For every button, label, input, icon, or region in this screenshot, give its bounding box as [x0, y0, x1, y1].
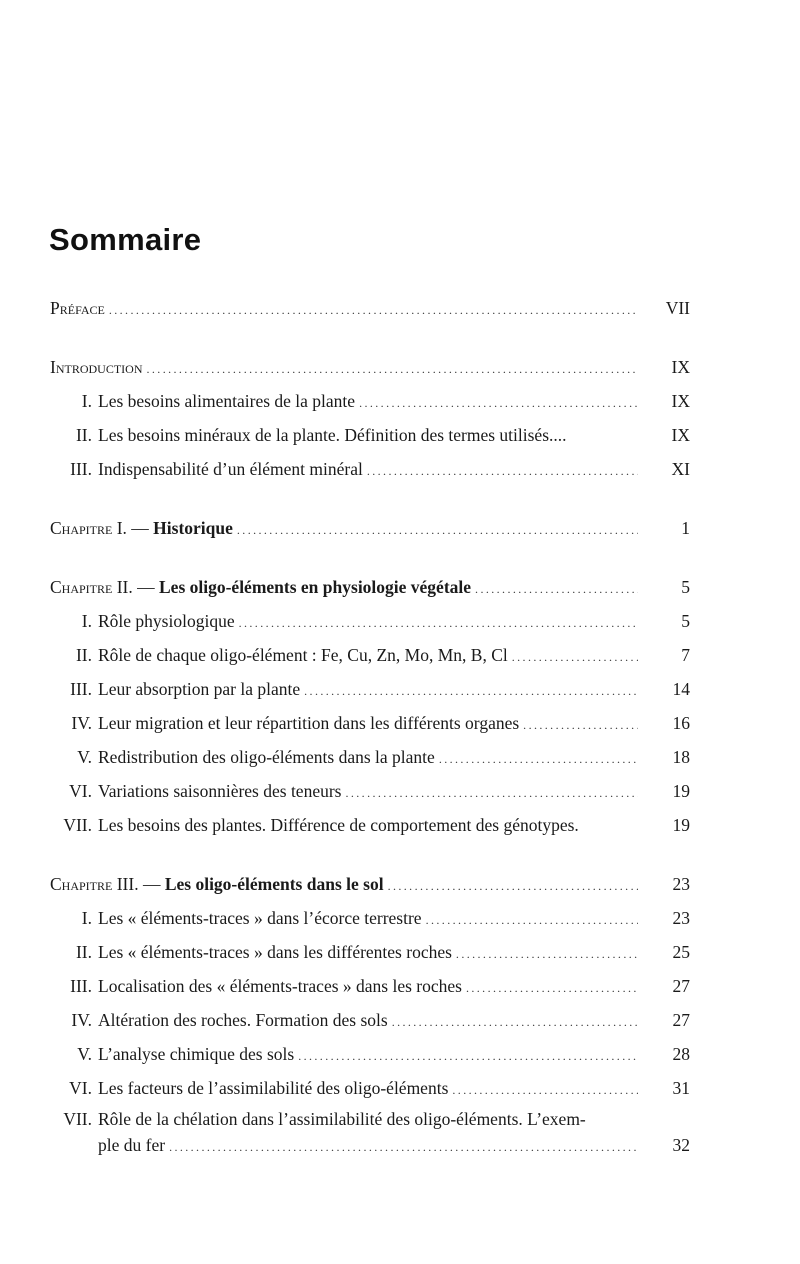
toc-entry[interactable]	[50, 638, 690, 672]
toc-entry[interactable]	[50, 384, 690, 418]
dot-leader	[109, 293, 638, 327]
dot-leader	[359, 386, 638, 420]
toc-section	[50, 511, 690, 545]
toc-entry[interactable]	[50, 570, 690, 604]
entry-title	[50, 570, 471, 604]
section-number: III.	[70, 679, 92, 699]
toc-entry[interactable]	[50, 672, 690, 706]
page-number: 27	[672, 1010, 690, 1030]
entry-title: Leur migration et leur répartition dans les différents organes	[98, 713, 520, 733]
dot-leader	[304, 674, 638, 708]
page-number: 16	[672, 713, 690, 733]
entry-title: Rôle physiologique	[98, 611, 235, 631]
page-number: 23	[672, 908, 690, 928]
entry-title-continuation: ple du fer	[98, 1135, 166, 1155]
page-number: 5	[681, 577, 690, 597]
entry-title: Les facteurs de l’assimilabilité des oligo-éléments	[98, 1078, 449, 1098]
entry-label: Introduction	[50, 357, 143, 377]
toc-section	[50, 867, 690, 1157]
toc-entry-continuation[interactable]	[50, 1133, 690, 1157]
page-number: 28	[672, 1044, 690, 1064]
page-number: 31	[672, 1078, 690, 1098]
entry-title: Localisation des « éléments-traces » dans les roches	[98, 976, 462, 996]
section-number: I.	[81, 908, 92, 928]
page-number: 5	[681, 611, 690, 631]
dot-leader	[475, 572, 638, 606]
section-number: IV.	[71, 713, 92, 733]
toc-entry[interactable]	[50, 808, 690, 842]
dot-leader	[169, 1135, 638, 1159]
page-number: 19	[672, 781, 690, 801]
chapter-title: Les oligo-éléments dans le sol	[164, 874, 384, 894]
section-number: VI.	[69, 781, 92, 801]
entry-title	[50, 511, 233, 545]
toc-entry[interactable]	[50, 350, 690, 384]
section-number: V.	[77, 747, 92, 767]
toc-entry[interactable]	[50, 935, 690, 969]
section-number: VII.	[63, 1109, 92, 1129]
entry-title: Variations saisonnières des teneurs	[98, 781, 342, 801]
section-number: IV.	[71, 1010, 92, 1030]
page-number: 14	[672, 679, 690, 699]
page-number: VII	[665, 298, 690, 318]
dot-leader	[452, 1073, 638, 1107]
dot-leader	[239, 606, 638, 640]
entry-title: Altération des roches. Formation des sols	[98, 1010, 388, 1030]
section-number: I.	[81, 611, 92, 631]
entry-title	[50, 867, 384, 901]
toc-section	[50, 350, 690, 486]
entry-title: Rôle de chaque oligo-élément : Fe, Cu, Zn, Mo, Mn, B, Cl	[98, 645, 508, 665]
dot-leader	[237, 513, 638, 547]
dot-leader	[466, 971, 638, 1005]
dot-leader	[298, 1039, 638, 1073]
toc-entry[interactable]	[50, 1037, 690, 1071]
page-number: IX	[671, 391, 690, 411]
section-number: II.	[75, 645, 92, 665]
entry-title: L’analyse chimique des sols	[98, 1044, 295, 1064]
page-number: 18	[672, 747, 690, 767]
entry-title: Les « éléments-traces » dans l’écorce terrestre	[98, 908, 422, 928]
page-number: 23	[672, 874, 690, 894]
dot-leader	[456, 937, 638, 971]
section-number: III.	[70, 976, 92, 996]
toc-entry[interactable]	[50, 291, 690, 325]
entry-title: Les besoins minéraux de la plante. Définition des termes utilisés....	[98, 425, 567, 445]
dot-leader	[439, 742, 638, 776]
section-number: II.	[75, 942, 92, 962]
section-number: V.	[77, 1044, 92, 1064]
chapter-title: Historique	[153, 518, 233, 538]
toc-entry[interactable]	[50, 969, 690, 1003]
entry-title: Les « éléments-traces » dans les différentes roches	[98, 942, 452, 962]
toc-entry[interactable]	[50, 867, 690, 901]
entry-label: Préface	[50, 298, 105, 318]
toc-section	[50, 291, 690, 325]
entry-label: Chapitre I. —	[50, 518, 149, 538]
toc-entry[interactable]	[50, 418, 690, 452]
page-title: Sommaire	[49, 222, 202, 257]
page-number: 27	[672, 976, 690, 996]
dot-leader	[388, 869, 638, 903]
page-number: 19	[672, 815, 690, 835]
entry-label: Chapitre III. —	[50, 874, 161, 894]
dot-leader	[367, 454, 638, 488]
page-number: 7	[681, 645, 690, 665]
entry-label: Chapitre II. —	[50, 577, 155, 597]
section-number: II.	[75, 425, 92, 445]
table-of-contents	[50, 291, 690, 1157]
section-number: VII.	[63, 815, 92, 835]
entry-title: Les besoins alimentaires de la plante	[98, 391, 356, 411]
toc-entry[interactable]	[50, 901, 690, 935]
entry-title	[50, 350, 143, 384]
toc-entry[interactable]	[50, 1071, 690, 1105]
dot-leader	[392, 1005, 638, 1039]
page-number: IX	[671, 425, 690, 445]
toc-entry[interactable]	[50, 1105, 690, 1133]
dot-leader	[345, 776, 638, 810]
page-number: XI	[671, 459, 690, 479]
toc-section	[50, 570, 690, 842]
toc-entry[interactable]	[50, 740, 690, 774]
toc-entry[interactable]	[50, 706, 690, 740]
entry-title: Les besoins des plantes. Différence de comportement des génotypes.	[98, 815, 579, 835]
toc-entry[interactable]	[50, 452, 690, 486]
page-number: 25	[672, 942, 690, 962]
page-number: 1	[681, 518, 690, 538]
dot-leader	[523, 708, 638, 742]
chapter-title: Les oligo-éléments en physiologie végétale	[159, 577, 472, 597]
page-number: 32	[672, 1135, 690, 1155]
section-number: I.	[81, 391, 92, 411]
toc-entry[interactable]	[50, 511, 690, 545]
toc-entry[interactable]	[50, 774, 690, 808]
section-number: III.	[70, 459, 92, 479]
entry-title: Redistribution des oligo-éléments dans la plante	[98, 747, 435, 767]
toc-entry[interactable]	[50, 1003, 690, 1037]
dot-leader	[512, 640, 638, 674]
page-number: IX	[671, 357, 690, 377]
entry-title	[50, 291, 105, 325]
entry-title: Indispensabilité d’un élément minéral	[98, 459, 363, 479]
toc-entry[interactable]	[50, 604, 690, 638]
dot-leader	[426, 903, 638, 937]
section-number: VI.	[69, 1078, 92, 1098]
dot-leader	[147, 352, 639, 386]
entry-title: Rôle de la chélation dans l’assimilabilité des oligo-éléments. L’exem-	[98, 1109, 586, 1129]
entry-title: Leur absorption par la plante	[98, 679, 301, 699]
